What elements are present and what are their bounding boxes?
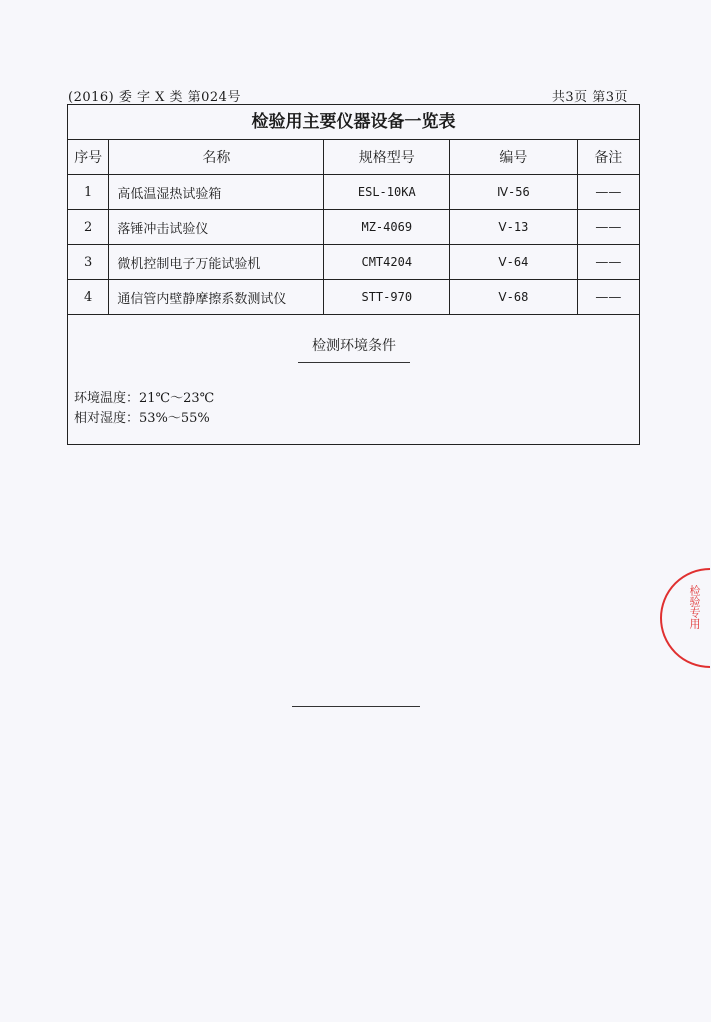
equipment-sheet [67, 104, 640, 445]
row-no: 1 [68, 175, 109, 210]
column-header-note: 备注 [577, 140, 639, 175]
column-header-name: 名称 [109, 140, 324, 175]
table-header-row [68, 140, 639, 175]
column-header-code: 编号 [450, 140, 578, 175]
row-model: ESL-10KA [324, 175, 450, 210]
row-note: —— [577, 245, 639, 280]
row-no: 2 [68, 210, 109, 245]
page-header [68, 86, 628, 105]
row-code: Ⅴ-64 [450, 245, 578, 280]
row-model: CMT4204 [324, 245, 450, 280]
row-name: 通信管内壁静摩擦系数测试仪 [109, 280, 324, 315]
row-name: 高低温湿热试验箱 [109, 175, 324, 210]
row-model: STT-970 [324, 280, 450, 315]
row-code: Ⅴ-13 [450, 210, 578, 245]
environment-title: 检测环境条件 [312, 338, 396, 354]
environment-section [68, 315, 639, 443]
equipment-table [68, 140, 639, 315]
table-row [68, 245, 639, 280]
document-reference: (2016) 委 字 X 类 第024号 [68, 90, 241, 105]
seal-stamp-text: 检验专用 [688, 585, 701, 629]
table-row [68, 175, 639, 210]
row-name: 微机控制电子万能试验机 [109, 245, 324, 280]
row-model: MZ-4069 [324, 210, 450, 245]
table-row [68, 210, 639, 245]
column-header-no: 序号 [68, 140, 109, 175]
row-note: —— [577, 175, 639, 210]
row-code: Ⅴ-68 [450, 280, 578, 315]
column-header-model: 规格型号 [324, 140, 450, 175]
environment-humidity: 相对湿度：53%～55% [74, 411, 210, 426]
row-note: —— [577, 280, 639, 315]
footer-divider [292, 706, 420, 707]
environment-title-underline [298, 362, 410, 363]
page-count: 共3页 第3页 [551, 90, 628, 105]
row-no: 4 [68, 280, 109, 315]
row-name: 落锤冲击试验仪 [109, 210, 324, 245]
row-code: Ⅳ-56 [450, 175, 578, 210]
environment-temperature: 环境温度：21℃～23℃ [74, 391, 215, 406]
row-note: —— [577, 210, 639, 245]
table-row [68, 280, 639, 315]
row-no: 3 [68, 245, 109, 280]
table-title: 检验用主要仪器设备一览表 [68, 105, 639, 140]
